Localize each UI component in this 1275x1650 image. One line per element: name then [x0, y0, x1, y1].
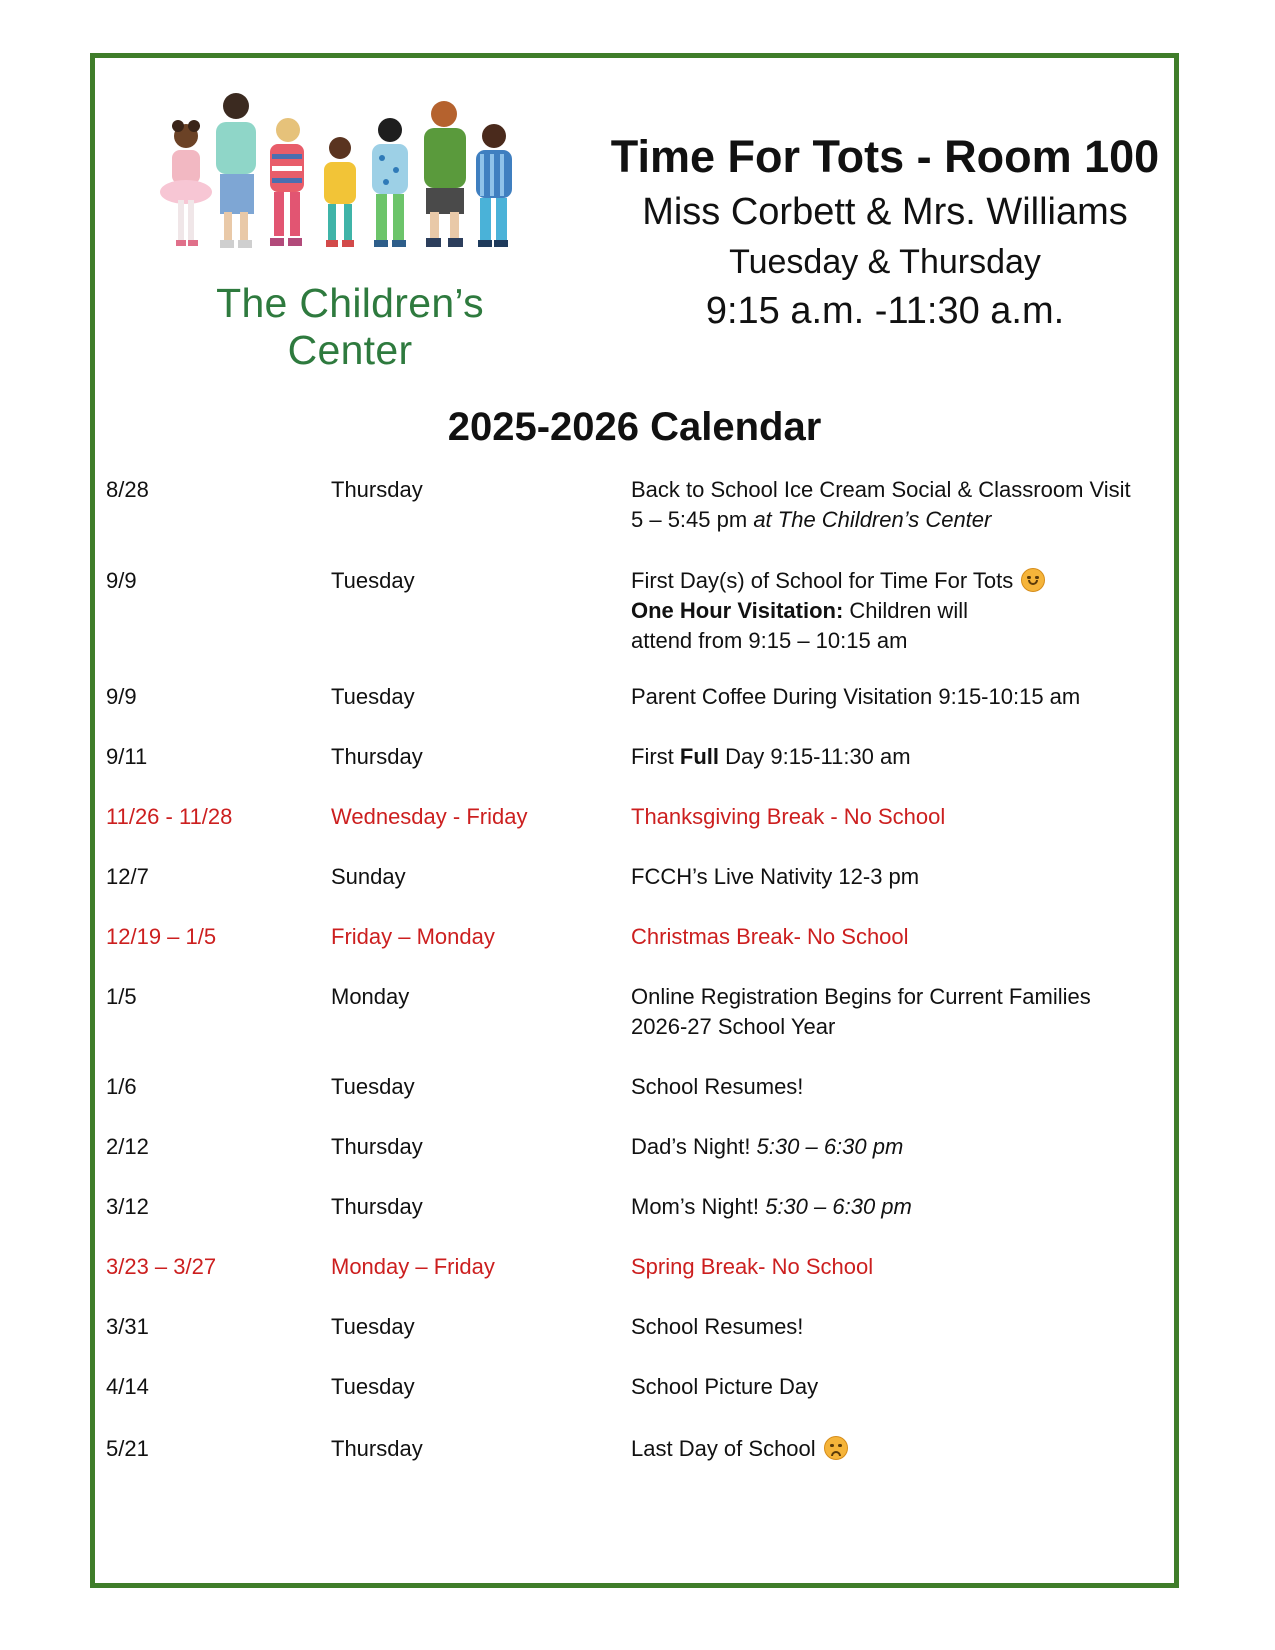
event-day: Tuesday [331, 1374, 415, 1399]
event-day: Tuesday [331, 568, 415, 593]
smiling-face-icon [1021, 568, 1045, 592]
event-date: 9/9 [106, 684, 137, 709]
event-date: 3/12 [106, 1194, 149, 1219]
event-date: 2/12 [106, 1134, 149, 1159]
event-description: Spring Break- No School [631, 1254, 874, 1279]
event-date: 12/7 [106, 864, 149, 889]
class-title: Time For Tots - Room 100 [610, 131, 1160, 182]
class-time: 9:15 a.m. -11:30 a.m. [705, 290, 1065, 332]
event-text: First Day(s) of School for Time For Tots [631, 568, 1014, 593]
event-date: 9/9 [106, 568, 137, 593]
event-line [631, 505, 1151, 535]
event-date: 9/11 [106, 744, 148, 769]
event-time: 5:30 – 6:30 pm [765, 1194, 912, 1219]
event-time: 5 – 5:45 pm [631, 507, 754, 532]
frowning-face-icon [824, 1436, 848, 1460]
event-description [631, 566, 1151, 656]
event-day: Wednesday - Friday [331, 804, 528, 829]
event-day: Monday [331, 984, 410, 1009]
event-date: 1/6 [106, 1074, 137, 1099]
event-date: 5/21 [106, 1436, 149, 1461]
event-description [631, 475, 1151, 535]
event-description [631, 742, 1151, 772]
calendar-title: 2025-2026 Calendar [447, 405, 822, 449]
event-day: Thursday [331, 477, 423, 502]
event-date: 4/14 [106, 1374, 149, 1399]
event-day: Friday – Monday [331, 924, 495, 949]
event-day: Tuesday [331, 1314, 415, 1339]
event-date: 3/31 [106, 1314, 149, 1339]
event-day: Thursday [331, 1194, 423, 1219]
event-description [631, 1132, 1151, 1162]
event-day: Sunday [331, 864, 406, 889]
event-day: Thursday [331, 1134, 423, 1159]
event-line [631, 566, 1151, 596]
event-text: Dad’s Night! [631, 1134, 757, 1159]
event-line: attend from 9:15 – 10:15 am [631, 628, 908, 653]
logo [150, 92, 550, 373]
event-line: Back to School Ice Cream Social & Classroom Visit [631, 477, 1131, 502]
event-description [631, 1434, 1151, 1464]
event-location: at The Children’s Center [753, 507, 992, 532]
event-day: Thursday [331, 1436, 423, 1461]
event-text: Day 9:15-11:30 am [719, 744, 911, 769]
class-header [585, 128, 1185, 336]
teachers: Miss Corbett & Mrs. Williams [642, 191, 1128, 233]
event-date: 12/19 – 1/5 [106, 924, 217, 949]
event-line [631, 596, 1151, 626]
event-line: Online Registration Begins for Current Families [631, 984, 1091, 1009]
event-day: Monday – Friday [331, 1254, 495, 1279]
event-description [631, 982, 1151, 1042]
event-description: School Picture Day [631, 1374, 819, 1399]
event-description [631, 1192, 1151, 1222]
event-time: 5:30 – 6:30 pm [756, 1134, 904, 1159]
logo-text: The Children’s Center [216, 280, 484, 373]
event-day: Tuesday [331, 1074, 415, 1099]
event-date: 8/28 [106, 477, 149, 502]
event-line: 2026-27 School Year [631, 1014, 836, 1039]
class-days: Tuesday & Thursday [729, 243, 1041, 281]
event-emphasis: Full [679, 744, 719, 769]
event-description: Parent Coffee During Visitation 9:15-10:15 am [631, 684, 1081, 709]
event-text: First [631, 744, 680, 769]
event-text: Last Day of School [631, 1436, 816, 1461]
event-description: School Resumes! [631, 1314, 804, 1339]
event-description: FCCH’s Live Nativity 12-3 pm [631, 864, 920, 889]
event-description: Christmas Break- No School [631, 924, 909, 949]
event-description: School Resumes! [631, 1074, 804, 1099]
event-date: 1/5 [106, 984, 137, 1009]
event-day: Tuesday [331, 684, 415, 709]
event-date: 3/23 – 3/27 [106, 1254, 217, 1279]
event-day: Thursday [331, 744, 423, 769]
event-description: Thanksgiving Break - No School [631, 804, 946, 829]
event-text: Mom’s Night! [631, 1194, 766, 1219]
event-date: 11/26 - 11/28 [106, 804, 233, 829]
children-illustration [150, 92, 550, 272]
event-text: Children will [843, 598, 968, 623]
event-emphasis: One Hour Visitation: [631, 598, 844, 623]
